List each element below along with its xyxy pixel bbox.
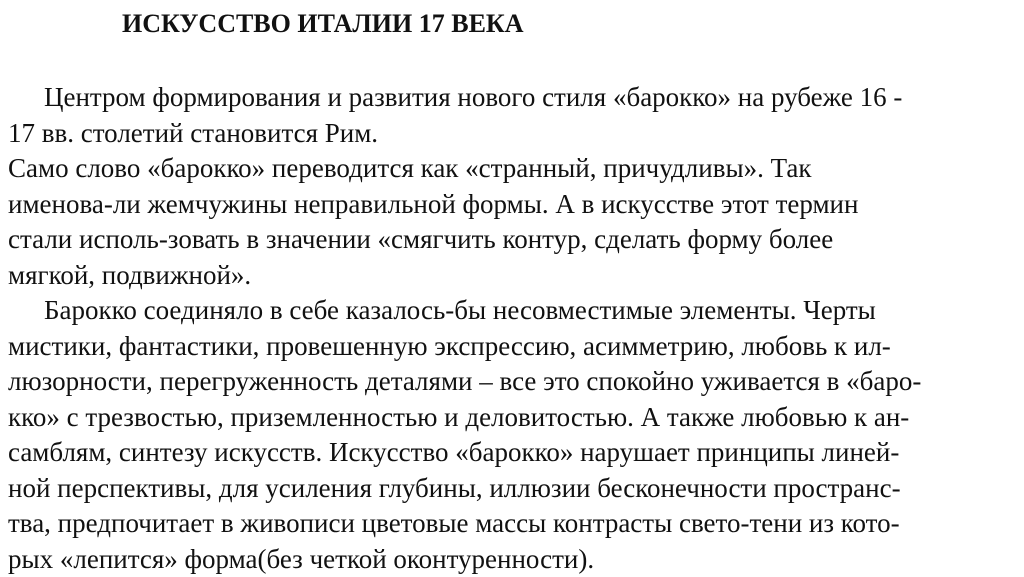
text-line-paragraph-1-start: Центром формирования и развития нового стиля «барокко» на рубеже 16 -: [8, 80, 1018, 116]
text-line: самблям, синтезу искусств. Искусство «барокко» нарушает принципы линей-: [8, 435, 1018, 471]
text-line: стали исполь-зовать в значении «смягчить контур, сделать форму более: [8, 222, 1018, 258]
text-line: ной перспективы, для усиления глубины, иллюзии бесконечности пространс-: [8, 471, 1018, 507]
text-line: мистики, фантастики, провешенную экспрессию, асимметрию, любовь к ил-: [8, 329, 1018, 365]
text-line-paragraph-2-start: Само слово «барокко» переводится как «странный, причудливы». Так: [8, 151, 1018, 187]
slide-title: ИСКУССТВО ИТАЛИИ 17 ВЕКА: [122, 8, 524, 40]
slide-body-text: [8, 80, 1018, 577]
text-line: тва, предпочитает в живописи цветовые массы контрасты свето-тени из кото-: [8, 506, 1018, 542]
text-line: люзорности, перегруженность деталями – все это спокойно уживается в «баро-: [8, 364, 1018, 400]
text-line: кко» с трезвостью, приземленностью и деловитостью. А также любовью к ан-: [8, 400, 1018, 436]
text-line: именова-ли жемчужины неправильной формы. А в искусстве этот термин: [8, 187, 1018, 223]
text-line-paragraph-3-start: Барокко соединяло в себе казалось-бы несовместимые элементы. Черты: [8, 293, 1018, 329]
text-line: мягкой, подвижной».: [8, 258, 1018, 294]
text-line: 17 вв. столетий становится Рим.: [8, 116, 1018, 152]
text-line: рых «лепится» форма(без четкой оконтуренности).: [8, 542, 1018, 577]
